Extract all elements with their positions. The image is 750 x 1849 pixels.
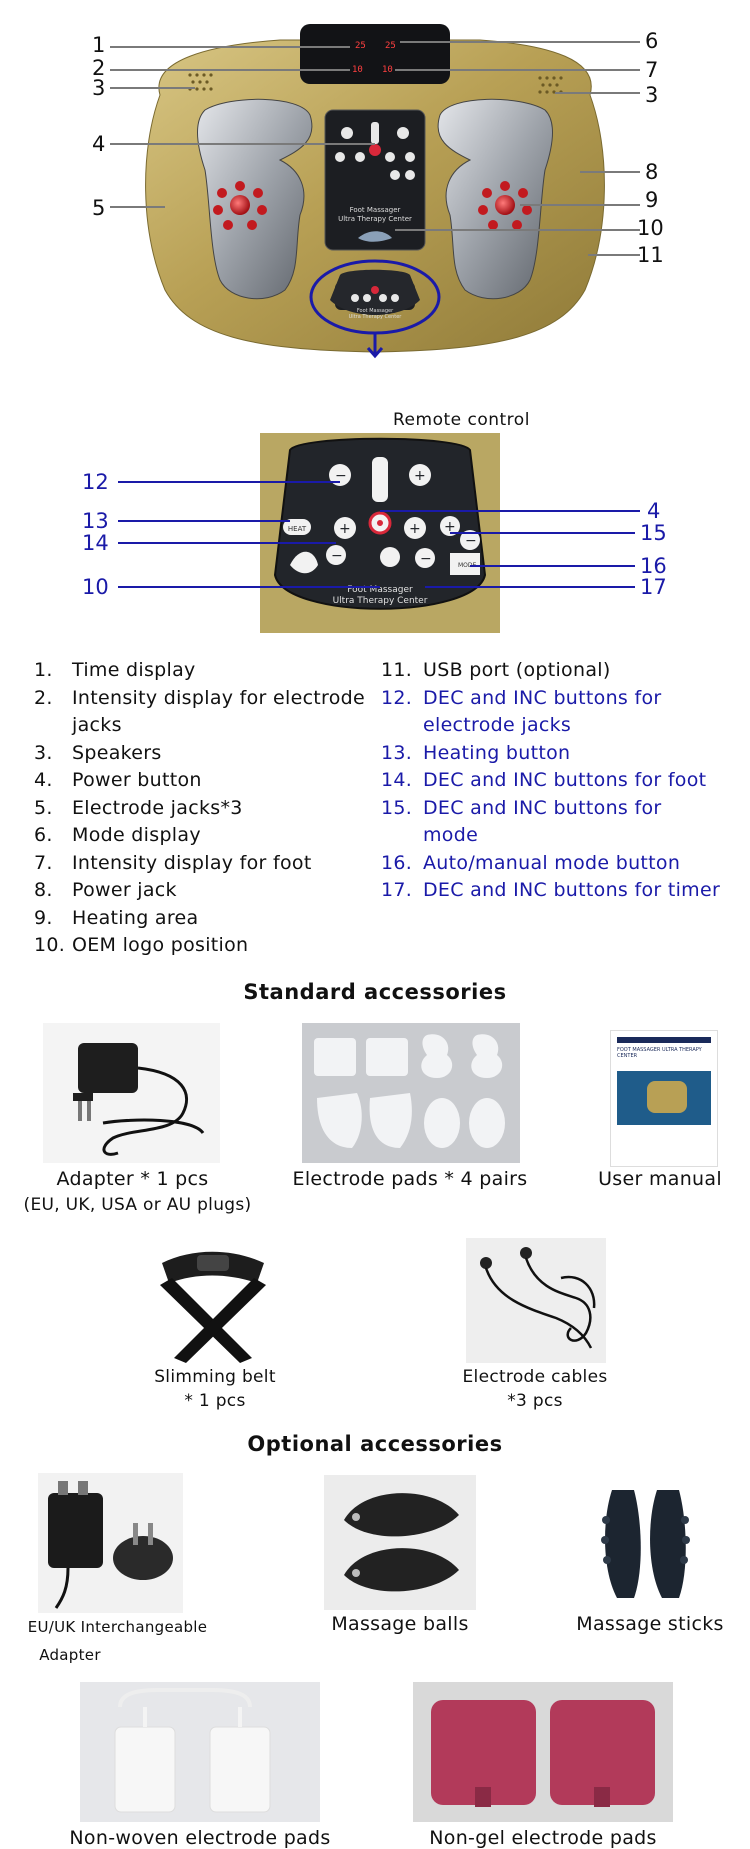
svg-text:+: + (414, 468, 426, 484)
legend-item: 6. Mode display (34, 824, 201, 846)
svg-text:−: − (465, 533, 477, 549)
electrode-cables-caption-line1: Electrode cables (462, 1367, 608, 1387)
svg-text:+: + (339, 521, 351, 537)
label-3-left: 3 (92, 76, 106, 100)
label-11: 11 (637, 243, 664, 267)
electrode-pads-caption: Electrode pads * 4 pairs (292, 1168, 528, 1190)
svg-text:−: − (331, 548, 343, 564)
label-6: 6 (645, 29, 659, 53)
label-4-remote: 4 (647, 499, 661, 523)
dock-brand-line2: Ultra Therapy Center (348, 314, 402, 320)
nongel-pads-image (413, 1682, 673, 1822)
svg-text:10: 10 (352, 65, 363, 75)
legend-item: 17. DEC and INC buttons for timer (381, 879, 721, 901)
legend-item: 13. Heating button (381, 741, 571, 764)
massage-sticks-caption: Massage sticks (576, 1613, 724, 1635)
user-manual-image (610, 1030, 718, 1167)
legend-item: 14. DEC and INC buttons for foot (381, 769, 707, 791)
massage-balls-caption: Massage balls (331, 1613, 469, 1635)
svg-text:−: − (420, 551, 432, 567)
label-7: 7 (645, 58, 659, 82)
legend-item: 1. Time display (34, 659, 196, 681)
panel-brand-line2: Ultra Therapy Center (338, 215, 412, 223)
svg-text:25: 25 (355, 41, 366, 51)
legend-item: 8. Power jack (34, 879, 177, 901)
legend-item: 10. OEM logo position (34, 934, 249, 956)
euuk-adapter-caption-line2: Adapter (39, 1646, 101, 1664)
slimming-belt-caption-line1: Slimming belt (154, 1367, 276, 1387)
label-2: 2 (92, 56, 106, 80)
remote-zoom (0, 425, 750, 635)
legend-item: 5. Electrode jacks*3 (34, 796, 243, 819)
heat-button-label: HEAT (287, 525, 307, 533)
electrode-pads-image (302, 1023, 520, 1163)
label-16: 16 (640, 554, 667, 578)
svg-text:25: 25 (385, 41, 396, 51)
label-17: 17 (640, 575, 667, 599)
svg-text:−: − (335, 468, 347, 484)
slimming-belt-caption-line2: * 1 pcs (184, 1391, 246, 1411)
slimming-belt-image (152, 1243, 274, 1365)
legend-right (381, 657, 721, 905)
label-8: 8 (645, 160, 659, 184)
label-3-right: 3 (645, 83, 659, 107)
panel-brand-line1: Foot Massager (349, 206, 401, 214)
legend-left (34, 657, 374, 960)
legend-item: 7. Intensity display for foot (34, 851, 312, 874)
euuk-adapter-image (38, 1473, 183, 1613)
label-10-remote: 10 (82, 575, 109, 599)
standard-accessories-title: Standard accessories (243, 980, 507, 1004)
svg-text:+: + (444, 519, 456, 535)
label-1: 1 (92, 33, 106, 57)
label-15: 15 (640, 521, 667, 545)
legend-item: 2. Intensity display for electrode jacks (34, 686, 366, 736)
nonwoven-pads-image (80, 1682, 320, 1822)
legend-item: 16. Auto/manual mode button (381, 851, 681, 874)
remote-control-illustration (0, 425, 750, 635)
label-5: 5 (92, 196, 106, 220)
massage-sticks-image (592, 1480, 702, 1605)
adapter-note: (EU, UK, USA or AU plugs) (23, 1195, 252, 1215)
user-manual-caption: User manual (598, 1168, 722, 1190)
remote-control-label: Remote control (393, 410, 530, 430)
electrode-cables-caption-line2: *3 pcs (507, 1391, 563, 1411)
dock-brand-line1: Foot Massager (356, 308, 394, 314)
legend-item: 9. Heating area (34, 906, 199, 929)
optional-accessories-title: Optional accessories (247, 1432, 503, 1456)
euuk-adapter-caption-line1: EU/UK Interchangeable (27, 1618, 208, 1636)
legend-item: 12. DEC and INC buttons for electrode jacks (381, 686, 662, 736)
device-diagram (0, 0, 750, 430)
legend-item: 11. USB port (optional) (381, 659, 611, 681)
adapter-caption: Adapter * 1 pcs (56, 1168, 209, 1190)
svg-text:10: 10 (382, 65, 393, 75)
label-12: 12 (82, 470, 109, 494)
remote-brand-line1: Foot Massager (347, 585, 413, 595)
label-9: 9 (645, 188, 659, 212)
manual-title: FOOT MASSAGER ULTRA THERAPY CENTER (617, 1047, 702, 1059)
label-14: 14 (82, 531, 109, 555)
massage-balls-image (324, 1475, 476, 1610)
nongel-pads-caption: Non-gel electrode pads (429, 1827, 657, 1849)
electrode-cables-image (466, 1238, 606, 1363)
legend-item: 3. Speakers (34, 741, 162, 764)
legend-item: 4. Power button (34, 769, 202, 791)
remote-brand-line2: Ultra Therapy Center (332, 596, 428, 606)
label-10: 10 (637, 216, 664, 240)
svg-text:+: + (409, 521, 421, 537)
adapter-image (43, 1023, 220, 1163)
label-13: 13 (82, 509, 109, 533)
mode-button-label: MODE (458, 562, 477, 569)
legend-item: 15. DEC and INC buttons for mode (381, 796, 662, 846)
label-4: 4 (92, 132, 106, 156)
foot-massager-illustration (0, 0, 750, 360)
nonwoven-pads-caption: Non-woven electrode pads (69, 1827, 331, 1849)
